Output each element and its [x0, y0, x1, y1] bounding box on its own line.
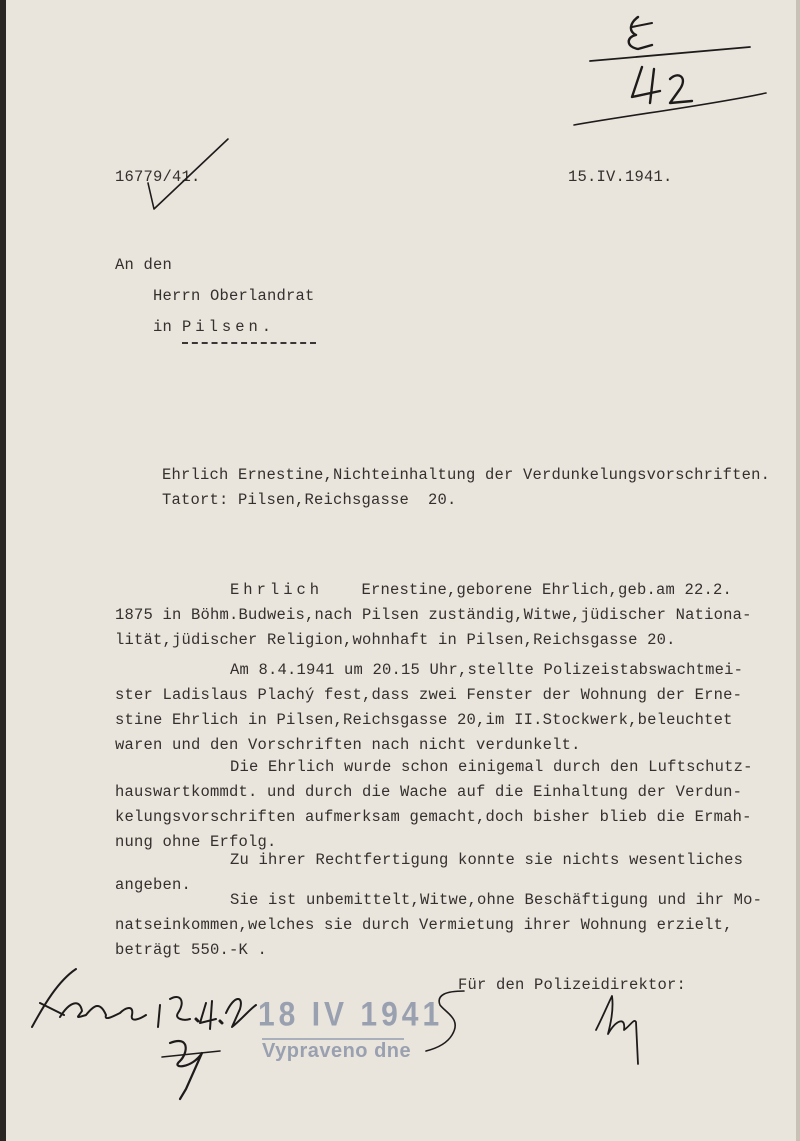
- body-p3-line-2: hauswartkommdt. und durch die Wache auf die Einhaltung der Verdun-: [115, 783, 743, 801]
- signature-icon: [590, 990, 650, 1070]
- subject-line-2: Tatort: Pilsen,Reichsgasse 20.: [162, 491, 457, 509]
- subject-line-1: Ehrlich Ernestine,Nichteinhaltung der Verdunkelungsvorschriften.: [162, 466, 771, 484]
- address-line-1: An den: [115, 256, 173, 274]
- body-p1-line-2: 1875 in Böhm.Budweis,nach Pilsen zuständig,Witwe,jüdischer Nationa-: [115, 606, 752, 624]
- body-p3-line-3: kelungsvorschriften aufmerksam gemacht,doch bisher blieb die Ermah-: [115, 808, 752, 826]
- body-p2-line-3: stine Ehrlich in Pilsen,Reichsgasse 20,im II.Stockwerk,beleuchtet: [115, 711, 733, 729]
- document-date: 15.IV.1941.: [568, 168, 673, 186]
- body-p5-line-1: Sie ist unbemittelt,Witwe,ohne Beschäftigung und ihr Mo-: [230, 891, 763, 909]
- body-p4-line-2: angeben.: [115, 876, 192, 894]
- address-city: Pilsen.: [182, 318, 276, 336]
- body-p5-line-3: beträgt 550.-K .: [115, 941, 268, 959]
- address-line-2: Herrn Oberlandrat: [153, 287, 315, 305]
- file-number: 16779/41.: [115, 168, 201, 186]
- body-p1-line-1: Ernestine,geborene Ehrlich,geb.am 22.2.: [352, 581, 733, 599]
- body-surname: Ehrlich: [230, 581, 324, 599]
- body-p3-line-4: nung ohne Erfolg.: [115, 833, 277, 851]
- stamp-date: 18 IV 1941: [258, 995, 444, 1034]
- handwritten-dispatch-note: [20, 965, 260, 1105]
- corner-registry-mark: [570, 5, 770, 135]
- body-p2-line-4: waren und den Vorschriften nach nicht verdunkelt.: [115, 736, 581, 754]
- body-p3-line-1: Die Ehrlich wurde schon einigemal durch den Luftschutz-: [230, 758, 753, 776]
- body-p2-line-1: Am 8.4.1941 um 20.15 Uhr,stellte Polizeistabswachtmei-: [230, 661, 744, 679]
- body-p5-line-2: natseinkommen,welches sie durch Vermietung ihrer Wohnung erzielt,: [115, 916, 733, 934]
- body-p4-line-1: Zu ihrer Rechtfertigung konnte sie nichts wesentliches: [230, 851, 744, 869]
- address-line-3-prefix: in: [153, 318, 173, 336]
- handwritten-bracket-mark: [418, 985, 478, 1065]
- body-p1-line-3: lität,jüdischer Religion,wohnhaft in Pilsen,Reichsgasse 20.: [115, 631, 676, 649]
- body-p2-line-2: ster Ladislaus Plachý fest,dass zwei Fenster der Wohnung der Erne-: [115, 686, 743, 704]
- address-underline: [182, 342, 316, 344]
- stamp-label: Vypraveno dne: [262, 1040, 412, 1062]
- signature-label: Für den Polizeidirektor:: [458, 976, 687, 994]
- checkmark-icon: [140, 135, 240, 215]
